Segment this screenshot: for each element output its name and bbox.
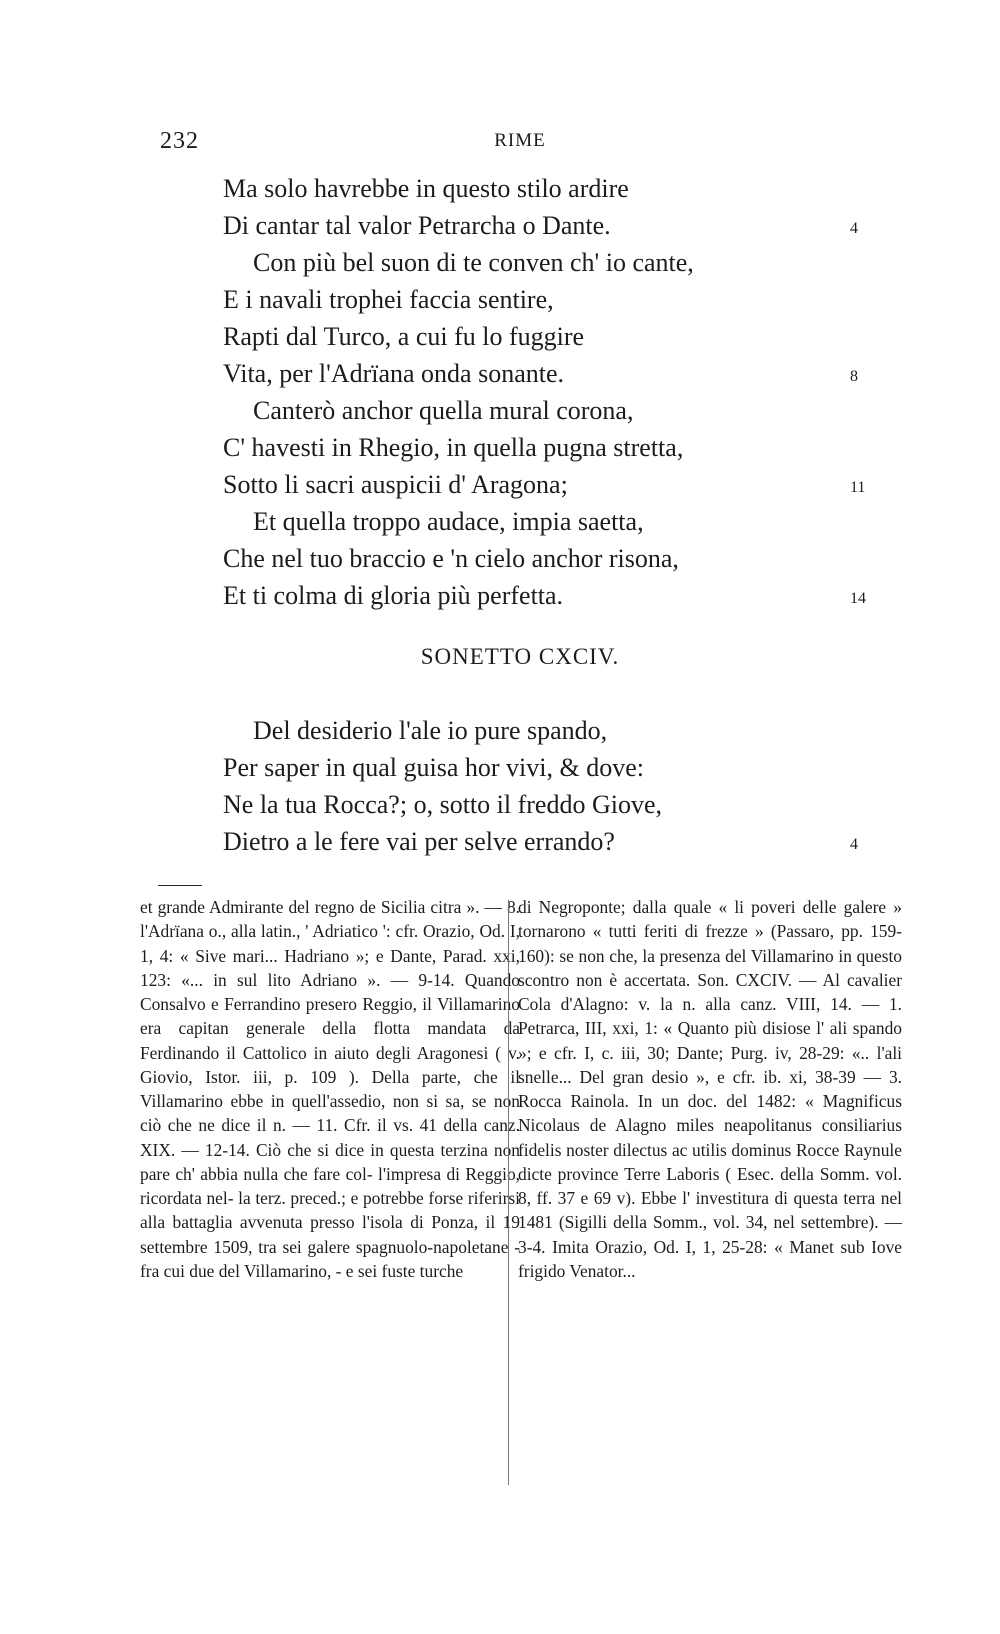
verse-text: Canterò anchor quella mural corona, (253, 396, 634, 425)
page-number: 232 (160, 128, 199, 154)
verse-text: Del desiderio l'ale io pure spando, (253, 716, 608, 745)
commentary-left-column (140, 895, 520, 1283)
commentary-text-left: et grande Admirante del regno de Sicilia citra ». — 8. l'Adrïana o., alla latin., ' Adriatico ': cfr. Orazio, Od. I, 1, 4: « Sive mari... Hadriano »; e Dante, Parad. xxi, 123: «... in sul lito Adriano ». — 9-14. Quando Consalvo e Ferrandino presero Reggio, il Villamarino era capitan generale della flotta mandata da Ferdinando il Cattolico in aiuto degli Aragonesi ( v. Giovio, Istor. iii, p. 109 ). Della parte, che il Villamarino ebbe in quell'assedio, non si sa, se non ciò che ne dice il n. — 11. Cfr. il vs. 41 della canz. XIX. — 12-14. Ciò che si dice in questa terzina non pare ch' abbia nulla che fare col- l'impresa di Reggio, ricordata nel- la terz. preced.; e potrebbe forse riferirsi alla battaglia avvenuta presso l'isola di Ponza, il 19 settembre 1509, tra sei galere spagnuolo-napoletane - fra cui due del Villamarino, - e sei fuste turche (140, 897, 520, 1281)
poem-stanza-end (223, 170, 903, 614)
sonnet-heading: SONETTO CXCIV. (420, 644, 620, 669)
verse-text: Dietro a le fere vai per selve errando? (223, 827, 615, 856)
verse-line (223, 170, 903, 207)
footnote-rule (158, 885, 202, 886)
running-header (160, 128, 880, 158)
commentary-right-column (518, 895, 902, 1283)
verse-text: Di cantar tal valor Petrarcha o Dante. (223, 211, 611, 240)
verse-line (223, 281, 903, 318)
verse-text: C' havesti in Rhegio, in quella pugna stretta, (223, 433, 684, 462)
verse-text: Ne la tua Rocca?; o, sotto il freddo Giove, (223, 790, 662, 819)
verse-text: E i navali trophei faccia sentire, (223, 285, 554, 314)
line-number: 14 (850, 590, 866, 607)
line-number: 11 (850, 479, 866, 496)
verse-text: Rapti dal Turco, a cui fu lo fuggire (223, 322, 585, 351)
verse-text: Et ti colma di gloria più perfetta. (223, 581, 564, 610)
line-number: 4 (850, 220, 858, 237)
verse-line (223, 577, 903, 614)
verse-line (223, 392, 903, 429)
verse-line (223, 712, 903, 749)
verse-line (223, 786, 903, 823)
verse-text: Ma solo havrebbe in questo stilo ardire (223, 174, 629, 203)
verse-text: Con più bel suon di te conven ch' io cante, (253, 248, 694, 277)
verse-line (223, 244, 903, 281)
verse-text: Vita, per l'Adrïana onda sonante. (223, 359, 565, 388)
verse-line (223, 503, 903, 540)
verse-line (223, 355, 903, 392)
verse-text: Sotto li sacri auspicii d' Aragona; (223, 470, 568, 499)
verse-text: Et quella troppo audace, impia saetta, (253, 507, 644, 536)
column-divider (508, 900, 509, 1485)
line-number: 4 (850, 836, 858, 853)
line-number: 8 (850, 368, 858, 385)
verse-line (223, 823, 903, 860)
verse-line (223, 429, 903, 466)
verse-line (223, 466, 903, 503)
running-title: RIME (494, 130, 546, 151)
poem-sonnet (223, 712, 903, 860)
verse-line (223, 207, 903, 244)
verse-line (223, 540, 903, 577)
verse-line (223, 318, 903, 355)
verse-line (223, 749, 903, 786)
verse-text: Per saper in qual guisa hor vivi, & dove: (223, 753, 644, 782)
commentary-text-right: di Negroponte; dalla quale « li poveri delle galere » tornarono « tutti feriti di frezze » (Passaro, pp. 159-160): se non che, la presenza del Villamarino in questo scontro non è accertata. Son. CXCIV. — Al cavalier Cola d'Alagno: v. la n. alla canz. VIII, 14. — 1. Petrarca, III, xxi, 1: « Quanto più disiose l' ali spando »; e cfr. I, c. iii, 30; Dante; Purg. iv, 28-29: «.. l'ali snelle... Del gran desio », e cfr. ib. xi, 38-39 — 3. Rocca Rainola. In un doc. del 1482: « Magnificus Nicolaus de Alagno miles neapolitanus consiliarius fidelis noster dilectus ac utilis dominus Rocce Raynule dicte province Terre Laboris ( Esec. della Somm. vol. 8, ff. 37 e 69 v). Ebbe l' investitura di questa terra nel 1481 (Sigilli della Somm., vol. 34, nel settembre). — 3-4. Imita Orazio, Od. I, 1, 25-28: « Manet sub Iove frigido Venator... (518, 897, 902, 1281)
verse-text: Che nel tuo braccio e 'n cielo anchor risona, (223, 544, 679, 573)
